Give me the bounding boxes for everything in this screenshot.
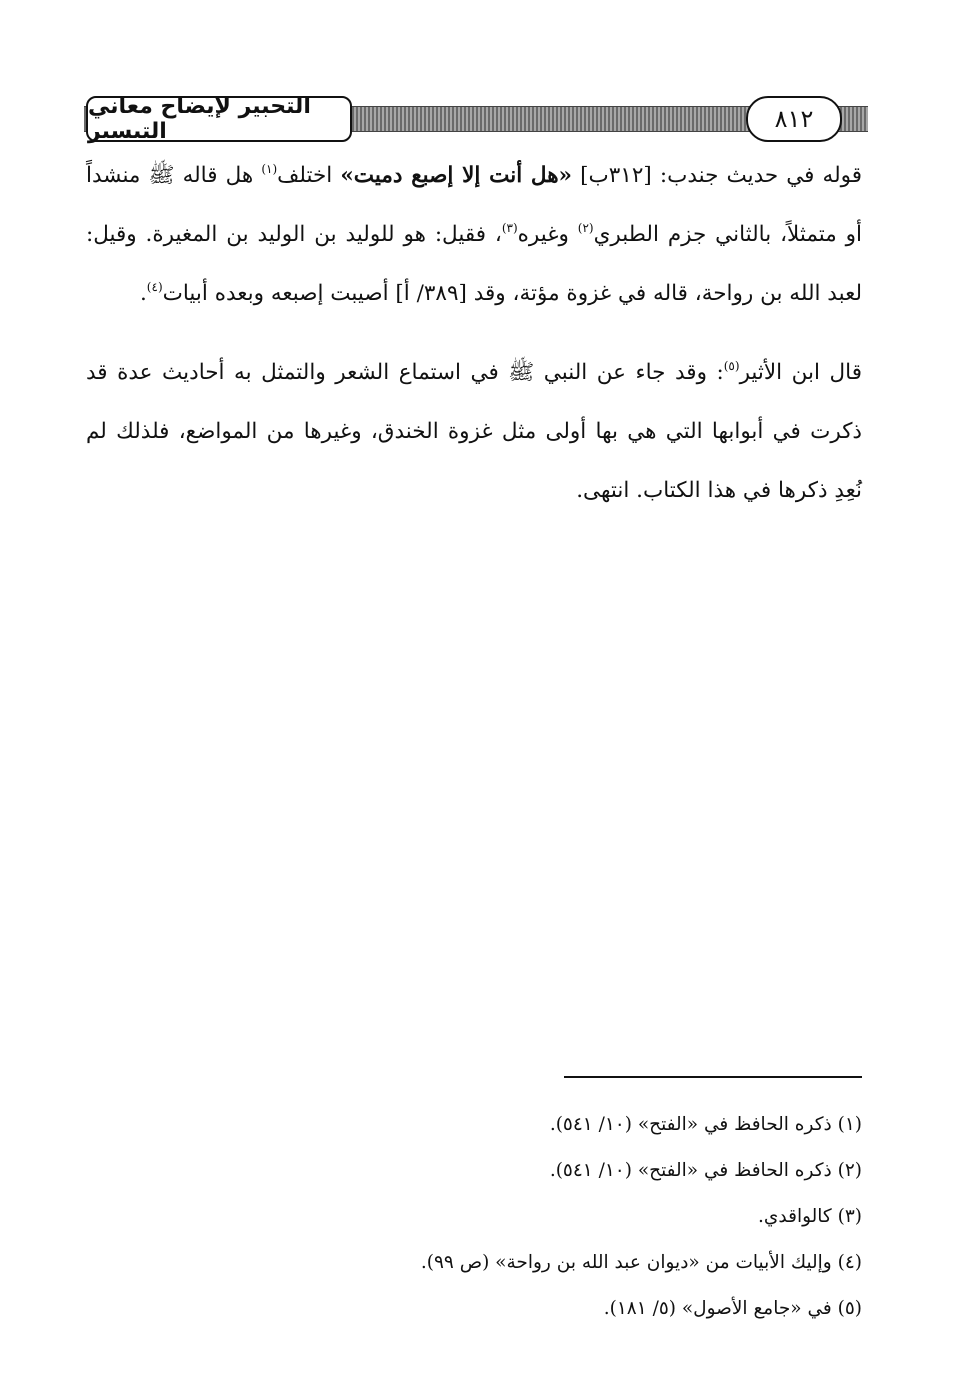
text-segment: . [139,281,147,306]
footnote-ref-2[interactable]: (٢) [577,221,594,235]
paragraph-2 [86,343,862,520]
footnote-separator [564,1076,862,1078]
page-number: ٨١٢ [746,96,842,142]
footnote-4: (٤) وإليك الأبيات من «ديوان عبد الله بن رواحة» (ص ٩٩). [420,1252,862,1273]
text-segment: اختلف [277,163,341,188]
footnote-ref-4[interactable]: (٤) [146,280,163,294]
footnote-ref-5[interactable]: (٥) [723,359,740,373]
book-title: التحبير لإيضاح معاني التيسير [86,96,352,142]
footnote-1: (١) ذكره الحافظ في «الفتح» (١٠/ ٥٤١). [549,1114,862,1135]
text-segment: قوله في حديث جندب: [٣١٢ب] [571,163,863,188]
text-segment: وغيره [517,222,578,247]
text-segment: قال ابن الأثير [739,360,862,385]
footnote-2: (٢) ذكره الحافظ في «الفتح» (١٠/ ٥٤١). [549,1160,862,1181]
footnote-5: (٥) في «جامع الأصول» (٥/ ١٨١). [603,1298,862,1319]
paragraph-1 [86,146,862,323]
text-segment: : وقد جاء عن النبي ﷺ في استماع الشعر والتمثل به أحاديث عدة قد ذكرت في أبوابها التي هي بها أولى مثل غزوة الخندق، وغيرها من المواضع، فلذلك لم نُعِدِ ذكرها في هذا الكتاب. انتهى. [86,360,862,503]
footnote-ref-3[interactable]: (٣) [501,221,518,235]
main-text [86,146,862,520]
running-header [84,96,868,144]
footnotes [86,1102,862,1332]
text-segment: هل قاله ﷺ منشداً أو متمثلاً، بالثاني جزم الطبري [86,163,862,247]
footnote-3: (٣) كالواقدي. [758,1206,862,1227]
hadith-quote: «هل أنت إلا إصبع دميت» [340,163,572,188]
text-segment: ، فقيل: هو للوليد بن الوليد بن المغيرة. وقيل: لعبد الله بن رواحة، قاله في غزوة مؤتة، وقد [٣٨٩/ أ] أصيبت إصبعه وبعده أبيات [86,222,862,306]
footnote-ref-1[interactable]: (١) [261,162,278,176]
